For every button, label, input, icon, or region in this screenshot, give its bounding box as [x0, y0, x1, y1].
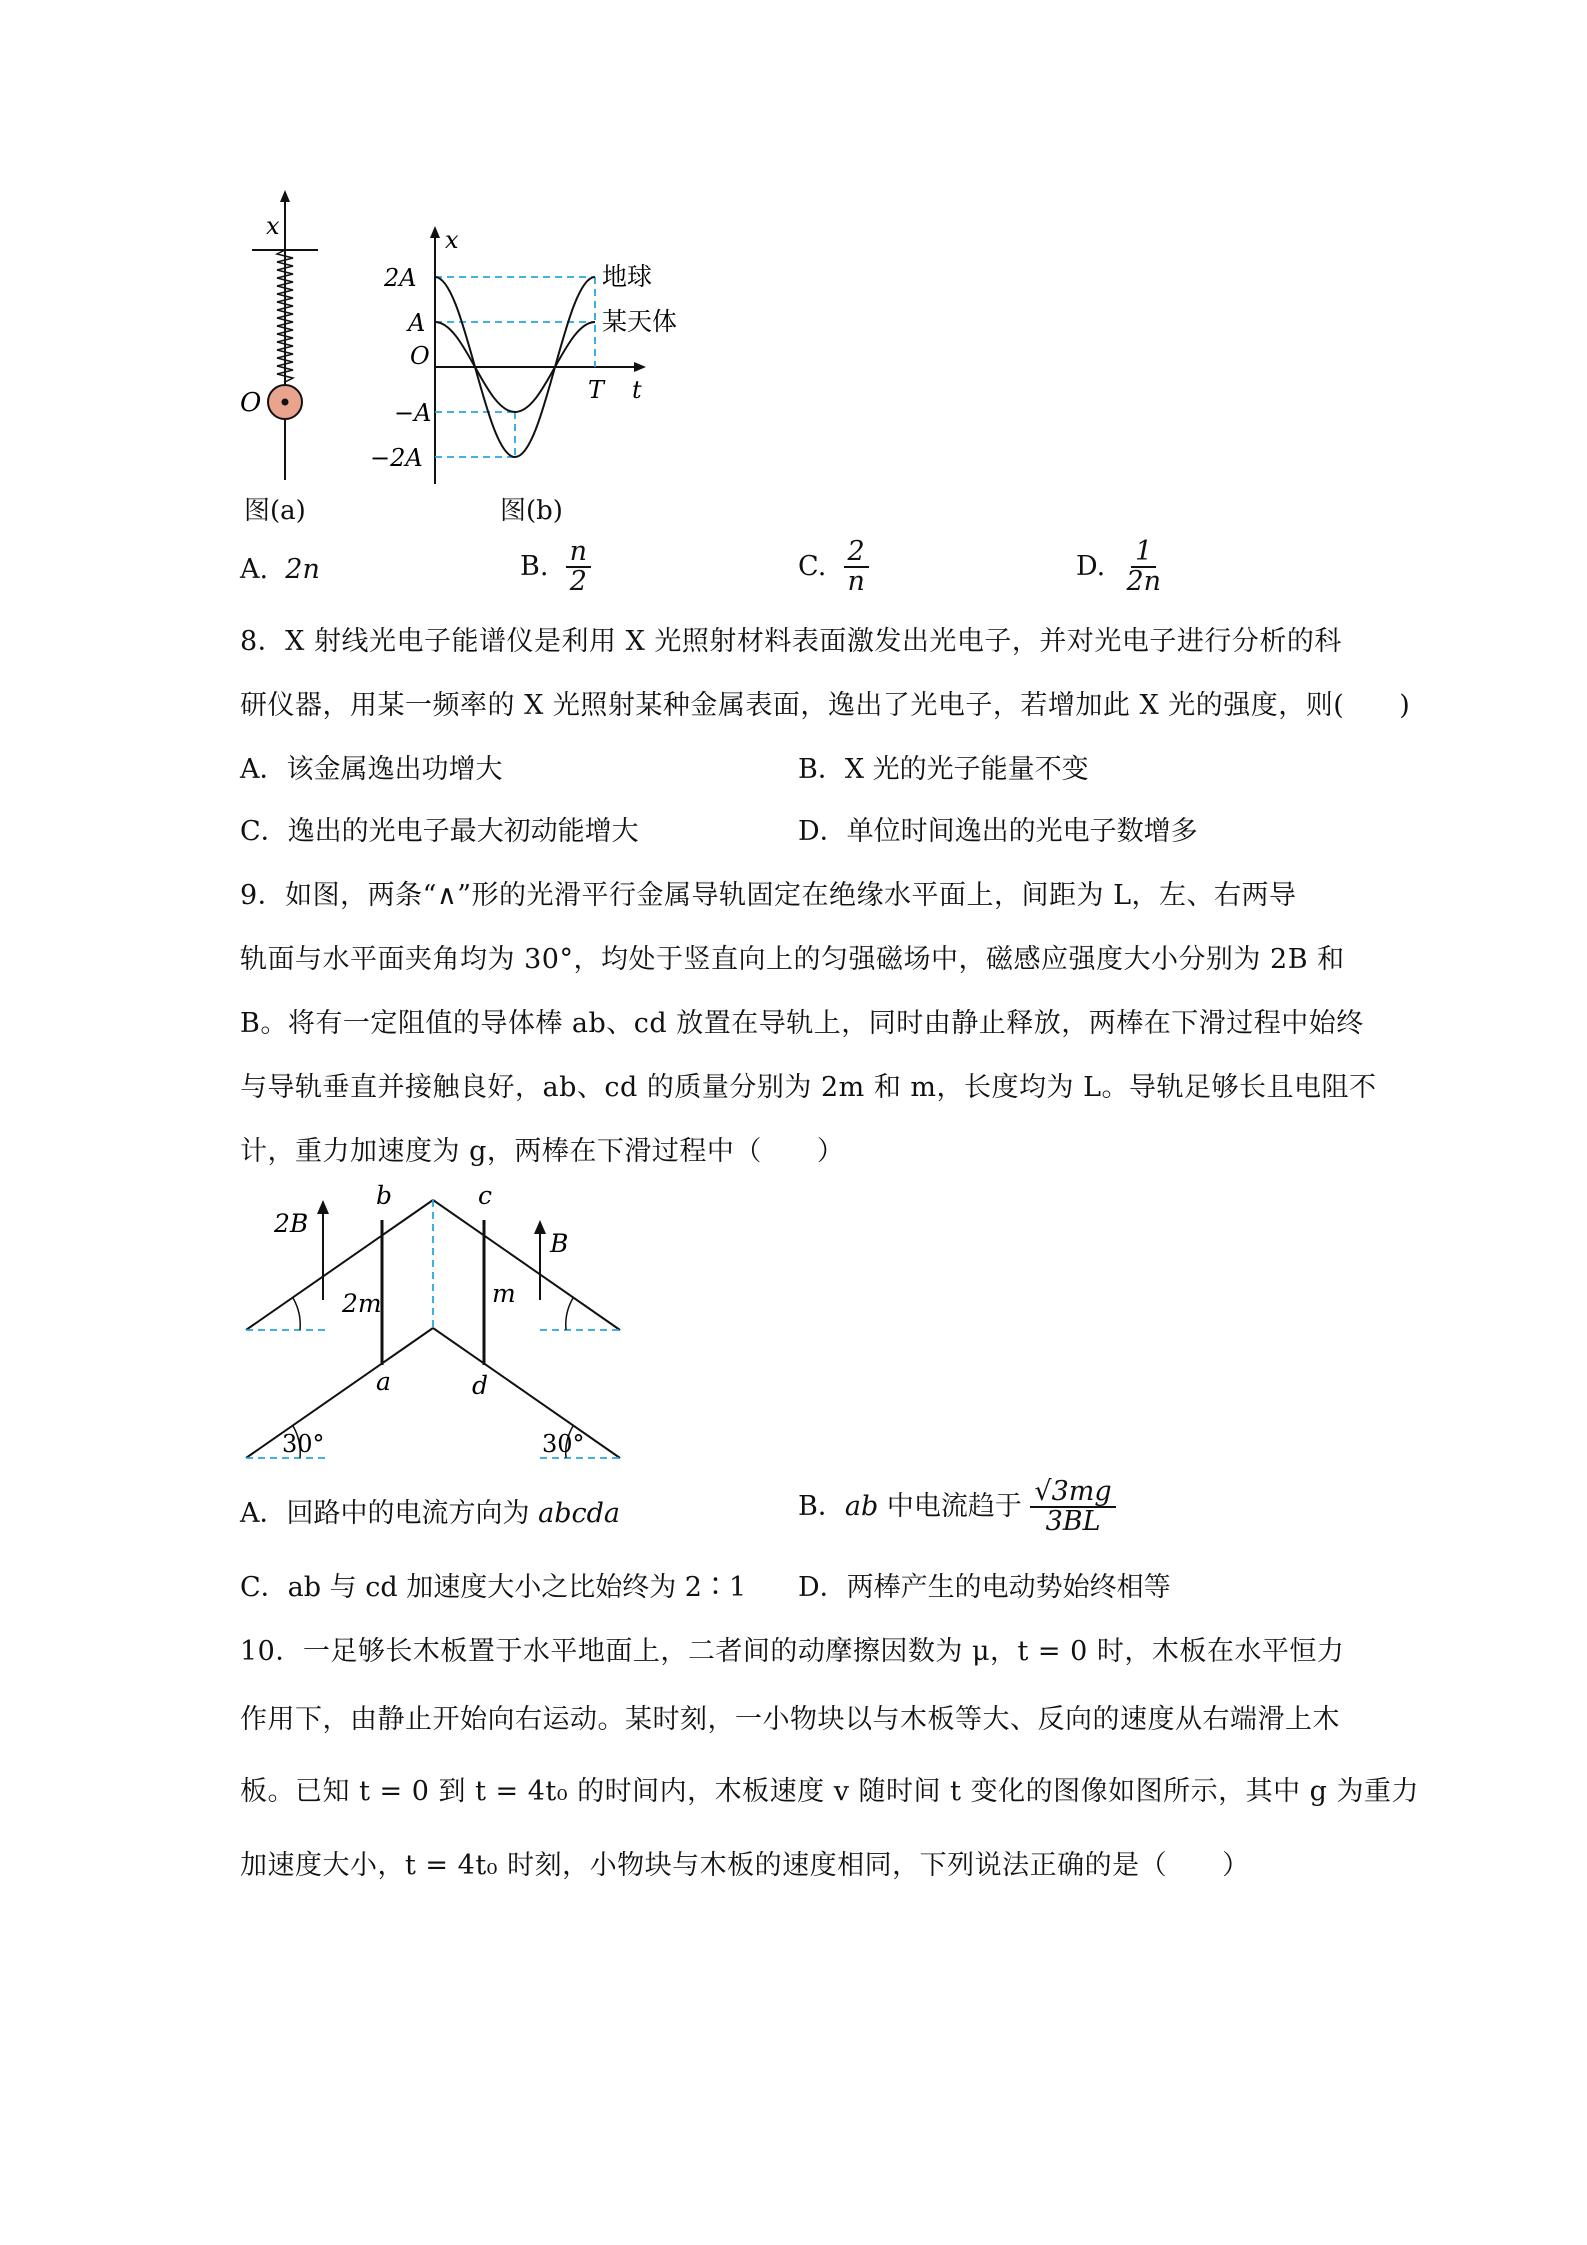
q10-stem-line-3: 板。已知 t = 0 到 t = 4t₀ 的时间内，木板速度 v 随时间 t 变化的图像如图所示，其中 g 为重力 [240, 1776, 1420, 1807]
q9-option-b[interactable]: B．ab 中电流趋于 $\frac{√3mg}{3BL}$ [798, 1478, 1116, 1537]
tick-a: A [408, 309, 426, 337]
q9-option-d[interactable]: D．两棒产生的电动势始终相等 [798, 1572, 1171, 1603]
label-point-c: c [478, 1181, 493, 1210]
figure-b-y-label: x [445, 226, 459, 254]
q7-option-d[interactable]: D. $\frac{1}{2n}$ [1076, 536, 1162, 598]
q9-option-a[interactable]: A．回路中的电流方向为 abcda [240, 1498, 620, 1529]
label-point-b: b [376, 1181, 393, 1210]
q9-stem-line-1: 9．如图，两条“∧”形的光滑平行金属导轨固定在绝缘水平面上，间距为 L，左、右两导 [240, 880, 1297, 911]
figure-b-origin: O [410, 342, 430, 370]
q8-option-d[interactable]: D．单位时间逸出的光电子数增多 [798, 816, 1198, 847]
q10-stem-line-1: 10．一足够长木板置于水平地面上，二者间的动摩擦因数为 μ，t = 0 时，木板在水平恒力 [240, 1636, 1345, 1667]
q8-stem-line-2: 研仪器，用某一频率的 X 光照射某种金属表面，逸出了光电子，若增加此 X 光的强度，则( ) [240, 690, 1411, 721]
figure-b-x-label: t [632, 376, 642, 404]
figure-a-origin-label: O [240, 388, 262, 418]
tick-neg-a: −A [394, 399, 432, 427]
legend-earth: 地球 [602, 262, 653, 291]
q7-option-b[interactable]: B. $\frac{n}{2}$ [520, 538, 591, 597]
label-angle-left: 30° [282, 1430, 325, 1458]
label-2b: 2B [274, 1209, 309, 1238]
legend-body: 某天体 [602, 307, 678, 336]
label-b-field: B [550, 1229, 569, 1258]
figure-a-caption: 图(a) [244, 496, 306, 526]
figure-b-period: T [588, 376, 605, 404]
q10-stem-line-4: 加速度大小，t = 4t₀ 时刻，小物块与木板的速度相同，下列说法正确的是（ ） [240, 1850, 1250, 1881]
q7-option-a[interactable]: A. 2n [240, 554, 320, 585]
label-m: m [492, 1279, 516, 1308]
label-point-a: a [376, 1367, 391, 1396]
figure-b-graph [370, 222, 700, 492]
q9-stem-line-3: B。将有一定阻值的导体棒 ab、cd 放置在导轨上，同时由静止释放，两棒在下滑过程中始终 [240, 1008, 1364, 1039]
figure-b-caption: 图(b) [500, 496, 563, 526]
q8-option-b[interactable]: B．X 光的光子能量不变 [798, 754, 1089, 785]
q9-stem-line-2: 轨面与水平面夹角均为 30°，均处于竖直向上的匀强磁场中，磁感应强度大小分别为 2B 和 [240, 944, 1345, 975]
label-point-d: d [472, 1371, 489, 1400]
field-arrow-left [317, 1200, 329, 1214]
q8-option-a[interactable]: A．该金属逸出功增大 [240, 754, 503, 785]
q7-option-c[interactable]: C. $\frac{2}{n}$ [798, 538, 869, 597]
figure-a-axis-label: x [266, 212, 280, 240]
label-angle-right: 30° [542, 1430, 585, 1458]
label-2m: 2m [342, 1289, 382, 1318]
q9-option-c[interactable]: C．ab 与 cd 加速度大小之比始终为 2∶1 [240, 1572, 747, 1603]
tick-2a: 2A [384, 264, 417, 292]
q9-rail-figure [240, 1180, 640, 1470]
x-axis-arrow [280, 190, 290, 202]
q8-stem-line-1: 8．X 射线光电子能谱仪是利用 X 光照射材料表面激发出光电子，并对光电子进行分析的科 [240, 626, 1342, 657]
q10-stem-line-2: 作用下，由静止开始向右运动。某时刻，一小物块以与木板等大、反向的速度从右端滑上木 [240, 1704, 1340, 1735]
q9-stem-line-4: 与导轨垂直并接触良好，ab、cd 的质量分别为 2m 和 m，长度均为 L。导轨足够长且电阻不 [240, 1072, 1377, 1103]
q8-option-c[interactable]: C．逸出的光电子最大初动能增大 [240, 816, 639, 847]
tick-neg-2a: −2A [370, 444, 423, 472]
q9-stem-line-5: 计，重力加速度为 g，两棒在下滑过程中（ ） [240, 1136, 845, 1167]
figure-a-spring [230, 190, 340, 490]
field-arrow-right [534, 1220, 546, 1234]
